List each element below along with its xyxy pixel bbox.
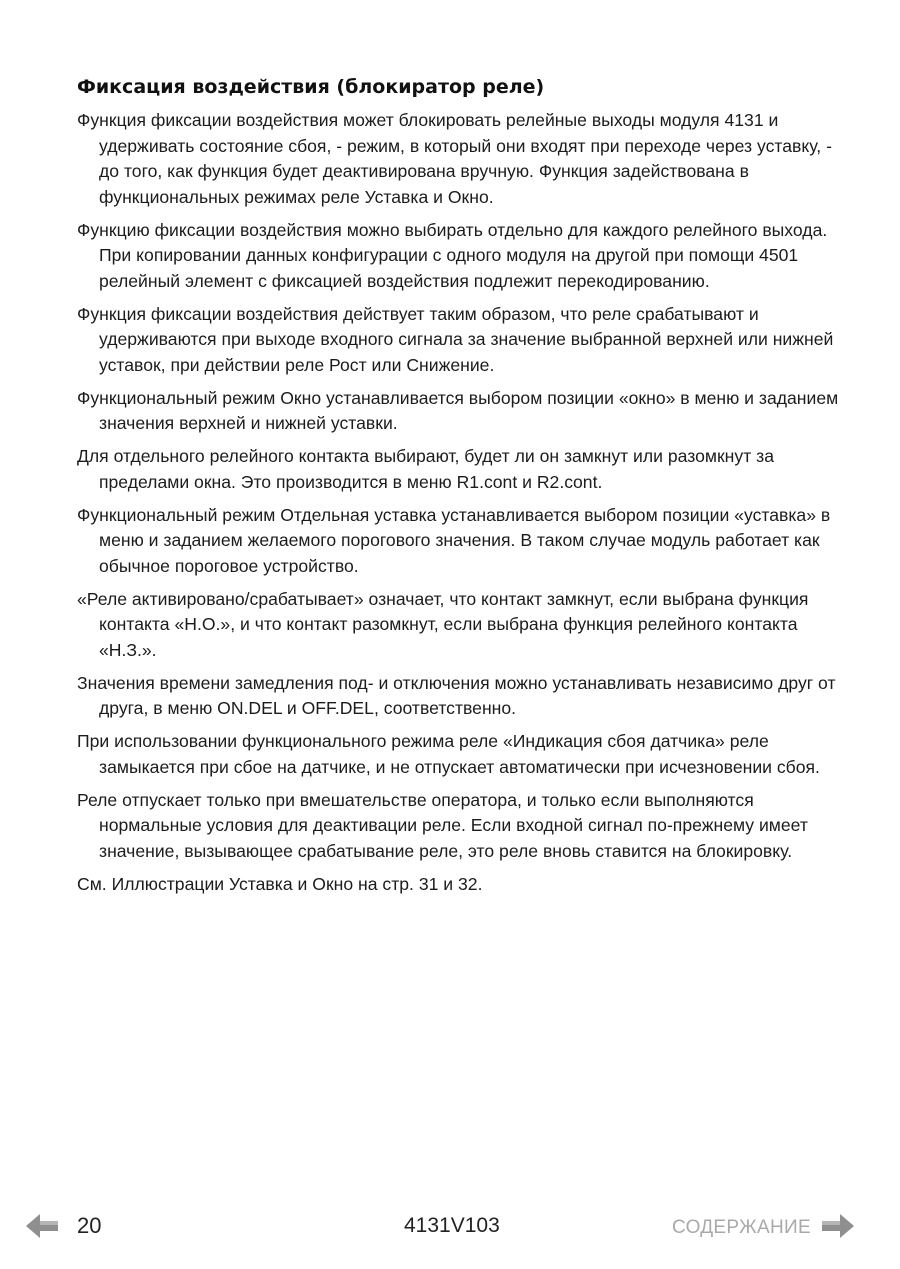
paragraph: Функцию фиксации воздействия можно выбирать отдельно для каждого релейного выхода. При копировании данных конфигурации с одного модуля на другой при помощи 4501 релейный элемент с фиксацией воздействия подлежит перекодированию. xyxy=(77,219,828,291)
paragraph: «Реле активировано/срабатывает» означает, что контакт замкнут, если выбрана функция контакта «Н.О.», и что контакт разомкнут, если выбрана функция релейного контакта «Н.З.». xyxy=(77,588,809,660)
paragraph: Функциональный режим Отдельная уставка устанавливается выбором позиции «уставка» в меню и заданием желаемого порогового значения. В таком случае модуль работает как обычное пороговое устройство. xyxy=(77,504,831,576)
page-number: 20 xyxy=(77,1213,102,1238)
page-footer xyxy=(0,1205,900,1249)
arrow-right-icon[interactable] xyxy=(820,1211,856,1241)
table-of-contents-link[interactable]: СОДЕРЖАНИЕ xyxy=(672,1217,811,1238)
paragraph: Функция фиксации воздействия действует таким образом, что реле срабатывают и удерживаются при выходе входного сигнала за значение выбранной верхней или нижней уставок, при действии реле Рост или Снижение. xyxy=(77,303,834,375)
paragraph: Функциональный режим Окно устанавливается выбором позиции «окно» в меню и заданием значения верхней и нижней уставки. xyxy=(77,387,839,433)
paragraph: Значения времени замедления под- и отключения можно устанавливать независимо друг от друга, в меню ON.DEL и OFF.DEL, соответственно. xyxy=(77,672,836,718)
paragraph: См. Иллюстрации Уставка и Окно на стр. 31 и 32. xyxy=(77,873,483,894)
section-heading: Фиксация воздействия (блокиратор реле) xyxy=(77,76,545,98)
arrow-left-icon[interactable] xyxy=(24,1211,60,1241)
paragraph: Реле отпускает только при вмешательстве оператора, и только если выполняются нормальные условия для деактивации реле. Если входной сигнал по-прежнему имеет значение, вызывающее срабатывание реле, это реле вновь ставится на блокировку. xyxy=(77,789,808,861)
paragraph: Функция фиксации воздействия может блокировать релейные выходы модуля 4131 и удерживать состояние сбоя, - режим, в который они входят при переходе через уставку, - до того, как функция будет деактивирована вручную. Функция задействована в функциональных режимах реле Уставка и Окно. xyxy=(77,110,832,207)
paragraph: При использовании функционального режима реле «Индикация сбоя датчика» реле замыкается при сбое на датчике, и не отпускает автоматически при исчезновении сбоя. xyxy=(77,731,820,777)
main-content xyxy=(77,74,841,905)
document-code: 4131V103 xyxy=(404,1214,500,1237)
paragraph: Для отдельного релейного контакта выбирают, будет ли он замкнут или разомкнут за пределами окна. Это производится в меню R1.cont и R2.cont. xyxy=(77,446,774,492)
